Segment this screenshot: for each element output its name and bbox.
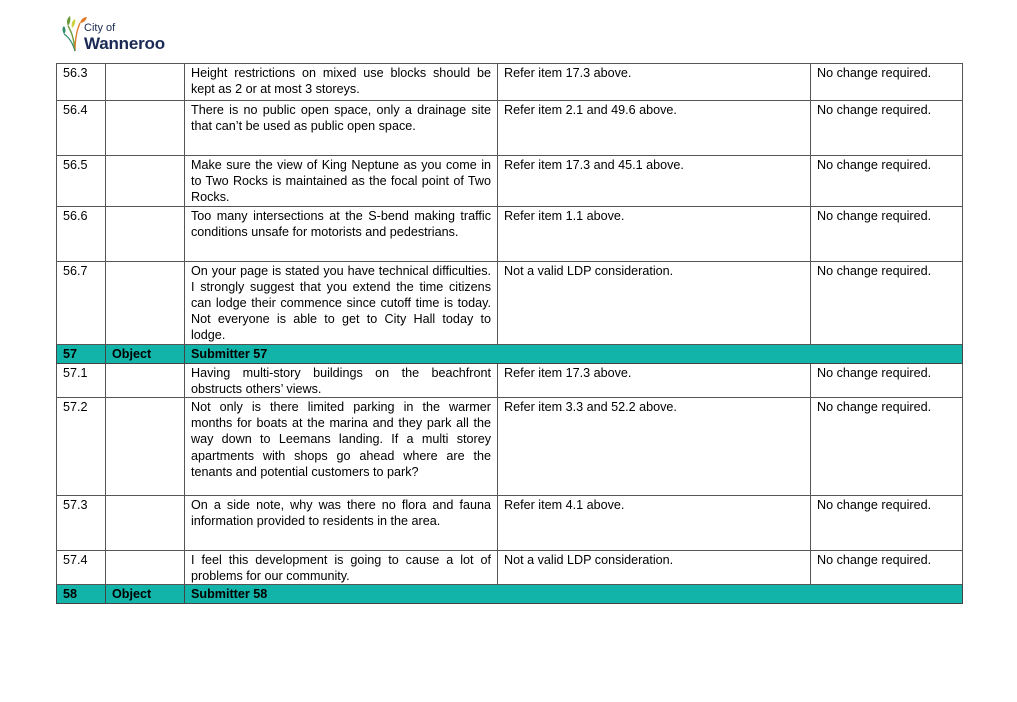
- table-row: [57, 261, 963, 344]
- position-cell: [106, 261, 185, 344]
- outcome-cell: No change required.: [811, 261, 963, 344]
- administration-response: Refer item 2.1 and 49.6 above.: [498, 101, 811, 156]
- submission-comment: On a side note, why was there no flora and fauna information provided to residents in the area.: [185, 496, 498, 551]
- table-row: [57, 156, 963, 207]
- table-row: [57, 206, 963, 261]
- submission-comment: Having multi-story buildings on the beachfront obstructs others’ views.: [185, 363, 498, 397]
- table-row: [57, 551, 963, 585]
- submitter-label: Submitter 58: [185, 585, 963, 604]
- submission-comment: Too many intersections at the S-bend making traffic conditions unsafe for motorists and pedestrians.: [185, 206, 498, 261]
- administration-response: Not a valid LDP consideration.: [498, 551, 811, 585]
- item-number: 56.4: [57, 101, 106, 156]
- item-number: 57.1: [57, 363, 106, 397]
- submission-comment: Make sure the view of King Neptune as you come in to Two Rocks is maintained as the focal point of Two Rocks.: [185, 156, 498, 207]
- item-number: 56.6: [57, 206, 106, 261]
- submitter-position: Object: [106, 585, 185, 604]
- submission-comment: Not only is there limited parking in the warmer months for boats at the marina and they park all the way down to Leemans landing. If a multi storey apartments with shops go ahead where are the tenants and potential customers to park?: [185, 398, 498, 496]
- item-number: 56.3: [57, 64, 106, 101]
- table-row: [57, 101, 963, 156]
- submission-comment: There is no public open space, only a drainage site that can’t be used as public open space.: [185, 101, 498, 156]
- item-number: 57.2: [57, 398, 106, 496]
- table-row: [57, 64, 963, 101]
- table-row: [57, 496, 963, 551]
- table-row: [57, 398, 963, 496]
- administration-response: Not a valid LDP consideration.: [498, 261, 811, 344]
- item-number: 56.7: [57, 261, 106, 344]
- outcome-cell: No change required.: [811, 398, 963, 496]
- outcome-cell: No change required.: [811, 363, 963, 397]
- outcome-cell: No change required.: [811, 551, 963, 585]
- submitter-header-row: [57, 585, 963, 604]
- submissions-table: [56, 63, 963, 604]
- outcome-cell: No change required.: [811, 206, 963, 261]
- position-cell: [106, 64, 185, 101]
- outcome-cell: No change required.: [811, 64, 963, 101]
- outcome-cell: No change required.: [811, 496, 963, 551]
- submitter-position: Object: [106, 344, 185, 363]
- position-cell: [106, 398, 185, 496]
- submitter-header-row: [57, 344, 963, 363]
- item-number: 57.3: [57, 496, 106, 551]
- table-row: [57, 363, 963, 397]
- submitter-label: Submitter 57: [185, 344, 963, 363]
- submission-comment: On your page is stated you have technical difficulties. I strongly suggest that you extend the time citizens can lodge their commence since cutoff time is today. Not everyone is able to get to City Hall today to lodge.: [185, 261, 498, 344]
- position-cell: [106, 101, 185, 156]
- outcome-cell: No change required.: [811, 156, 963, 207]
- logo-wanneroo-text: Wanneroo: [84, 34, 165, 53]
- outcome-cell: No change required.: [811, 101, 963, 156]
- submission-comment: I feel this development is going to cause a lot of problems for our community.: [185, 551, 498, 585]
- administration-response: Refer item 1.1 above.: [498, 206, 811, 261]
- administration-response: Refer item 17.3 and 45.1 above.: [498, 156, 811, 207]
- submission-comment: Height restrictions on mixed use blocks should be kept as 2 or at most 3 storeys.: [185, 64, 498, 101]
- administration-response: Refer item 4.1 above.: [498, 496, 811, 551]
- city-of-wanneroo-logo: [62, 14, 182, 56]
- submitter-number: 57: [57, 344, 106, 363]
- position-cell: [106, 156, 185, 207]
- position-cell: [106, 551, 185, 585]
- position-cell: [106, 206, 185, 261]
- submitter-number: 58: [57, 585, 106, 604]
- administration-response: Refer item 17.3 above.: [498, 64, 811, 101]
- item-number: 56.5: [57, 156, 106, 207]
- logo-city-of-text: City of: [84, 22, 116, 34]
- item-number: 57.4: [57, 551, 106, 585]
- position-cell: [106, 496, 185, 551]
- administration-response: Refer item 3.3 and 52.2 above.: [498, 398, 811, 496]
- administration-response: Refer item 17.3 above.: [498, 363, 811, 397]
- position-cell: [106, 363, 185, 397]
